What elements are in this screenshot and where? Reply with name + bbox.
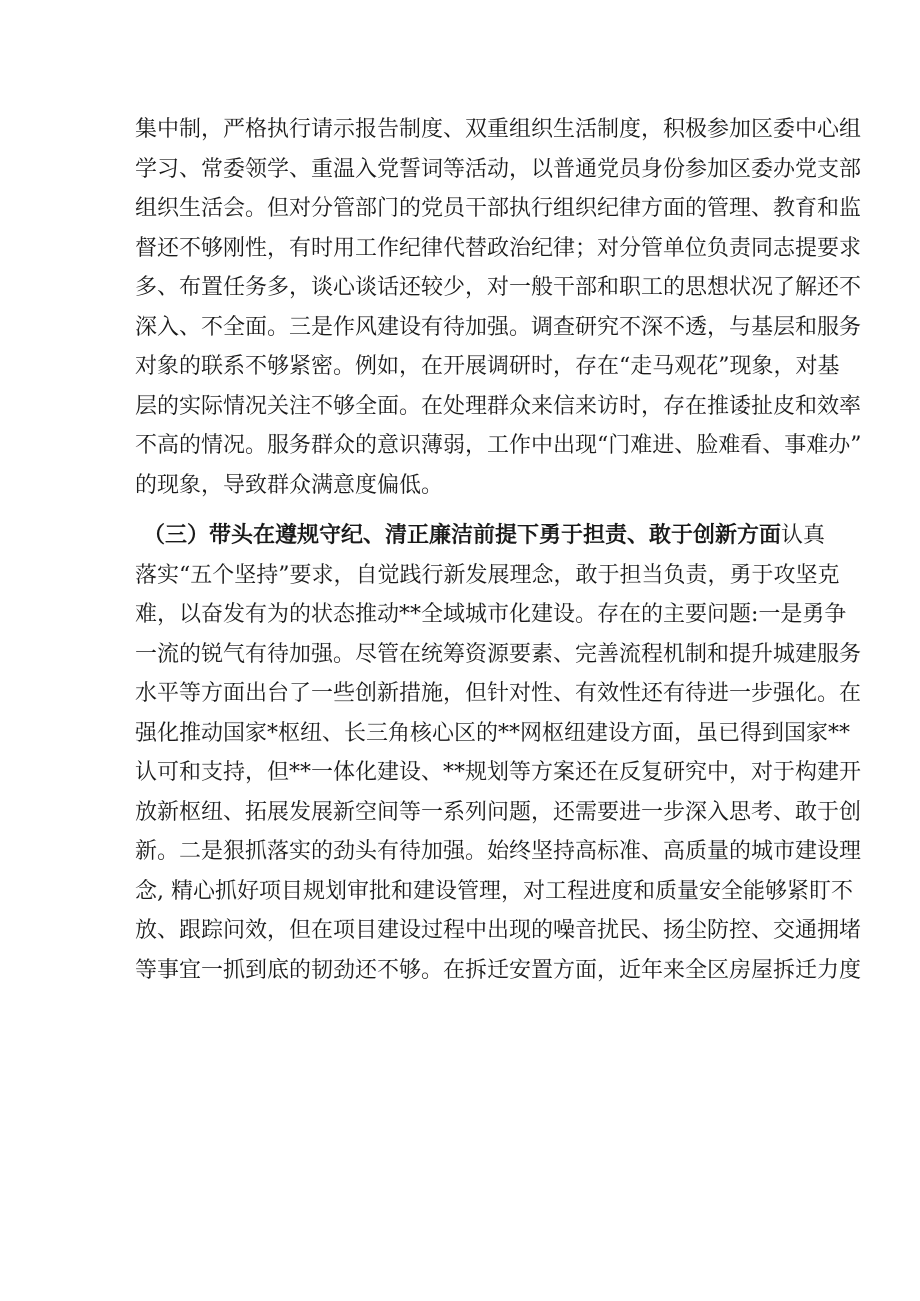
paragraph2-line-9: 新。二是狠抓落实的劲头有待加强。始终坚持高标准、高质量的城市建设理: [135, 839, 862, 864]
paragraph2-line-8: 放新枢纽、拓展发展新空间等一系列问题，还需要进一步深入思考、敢于创: [135, 799, 862, 825]
paragraph2-line-6: 强化推动国家*枢纽、长三角核心区的**网枢纽建设方面，虽已得到国家**: [135, 720, 851, 746]
paragraph1-line-4: 督还不够刚性，有时用工作纪律代替政治纪律；对分管单位负责同志提要求: [135, 235, 862, 261]
paragraph1-line-6: 深入、不全面。三是作风建设有待加强。调查研究不深不透，与基层和服务: [135, 314, 862, 340]
document-body: [135, 110, 862, 990]
paragraph2-line-11: 放、跟踪问效，但在项目建设过程中出现的噪音扰民、扬尘防控、交通拥堵: [135, 918, 862, 943]
paragraph2-line-4: 一流的锐气有待加强。尽管在统筹资源要素、完善流程机制和提升城建服务: [135, 641, 862, 667]
paragraph2-line-12: 等事宜一抓到底的韧劲还不够。在拆迁安置方面，近年来全区房屋拆迁力度: [135, 957, 862, 983]
paragraph1-line-8: 层的实际情况关注不够全面。在处理群众来信来访时，存在推诿扯皮和效率: [135, 393, 862, 419]
paragraph2-first-line: [135, 516, 826, 556]
paragraph1-line-2: 学习、常委领学、重温入党誓词等活动，以普通党员身份参加区委办党支部: [135, 156, 862, 182]
paragraph2-first-line-rest: 认真: [781, 523, 826, 548]
paragraph2-line-5: 水平等方面出台了一些创新措施，但针对性、有效性还有待进一步强化。在: [135, 681, 862, 706]
paragraph2-line-10: 念, 精心抓好项目规划审批和建设管理，对工程进度和质量安全能够紧盯不: [135, 878, 853, 904]
paragraph2-line-7: 认可和支持，但**一体化建设、**规划等方案还在反复研究中，对于构建开: [135, 760, 862, 785]
paragraph2-line-2: 落实“五个坚持”要求，自觉践行新发展理念，敢于担当负责，勇于攻坚克: [135, 562, 840, 588]
paragraph-gap: [135, 505, 795, 516]
paragraph1-line-7: 对象的联系不够紧密。例如，在开展调研时，存在“走马观花”现象，对基: [135, 354, 840, 379]
paragraph2-line-3: 难，以奋发有为的状态推动**全域城市化建设。存在的主要问题:一是勇争: [135, 602, 847, 627]
paragraph1-line-5: 多、布置任务多，谈心谈话还较少，对一般干部和职工的思想状况了解还不: [135, 275, 862, 300]
section-heading: （三）带头在遵规守纪、清正廉洁前提下勇于担责、敢于创新方面: [143, 523, 782, 548]
paragraph1-line-9: 不高的情况。服务群众的意识薄弱，工作中出现“门难进、脸难看、事难办”: [135, 433, 862, 458]
paragraph1-line-1: 集中制，严格执行请示报告制度、双重组织生活制度，积极参加区委中心组: [135, 117, 862, 142]
paragraph1-line-10: 的现象，导致群众满意度偏低。: [135, 472, 444, 498]
paragraph1-line-3: 组织生活会。但对分管部门的党员干部执行组织纪律方面的管理、教育和监: [135, 196, 862, 221]
